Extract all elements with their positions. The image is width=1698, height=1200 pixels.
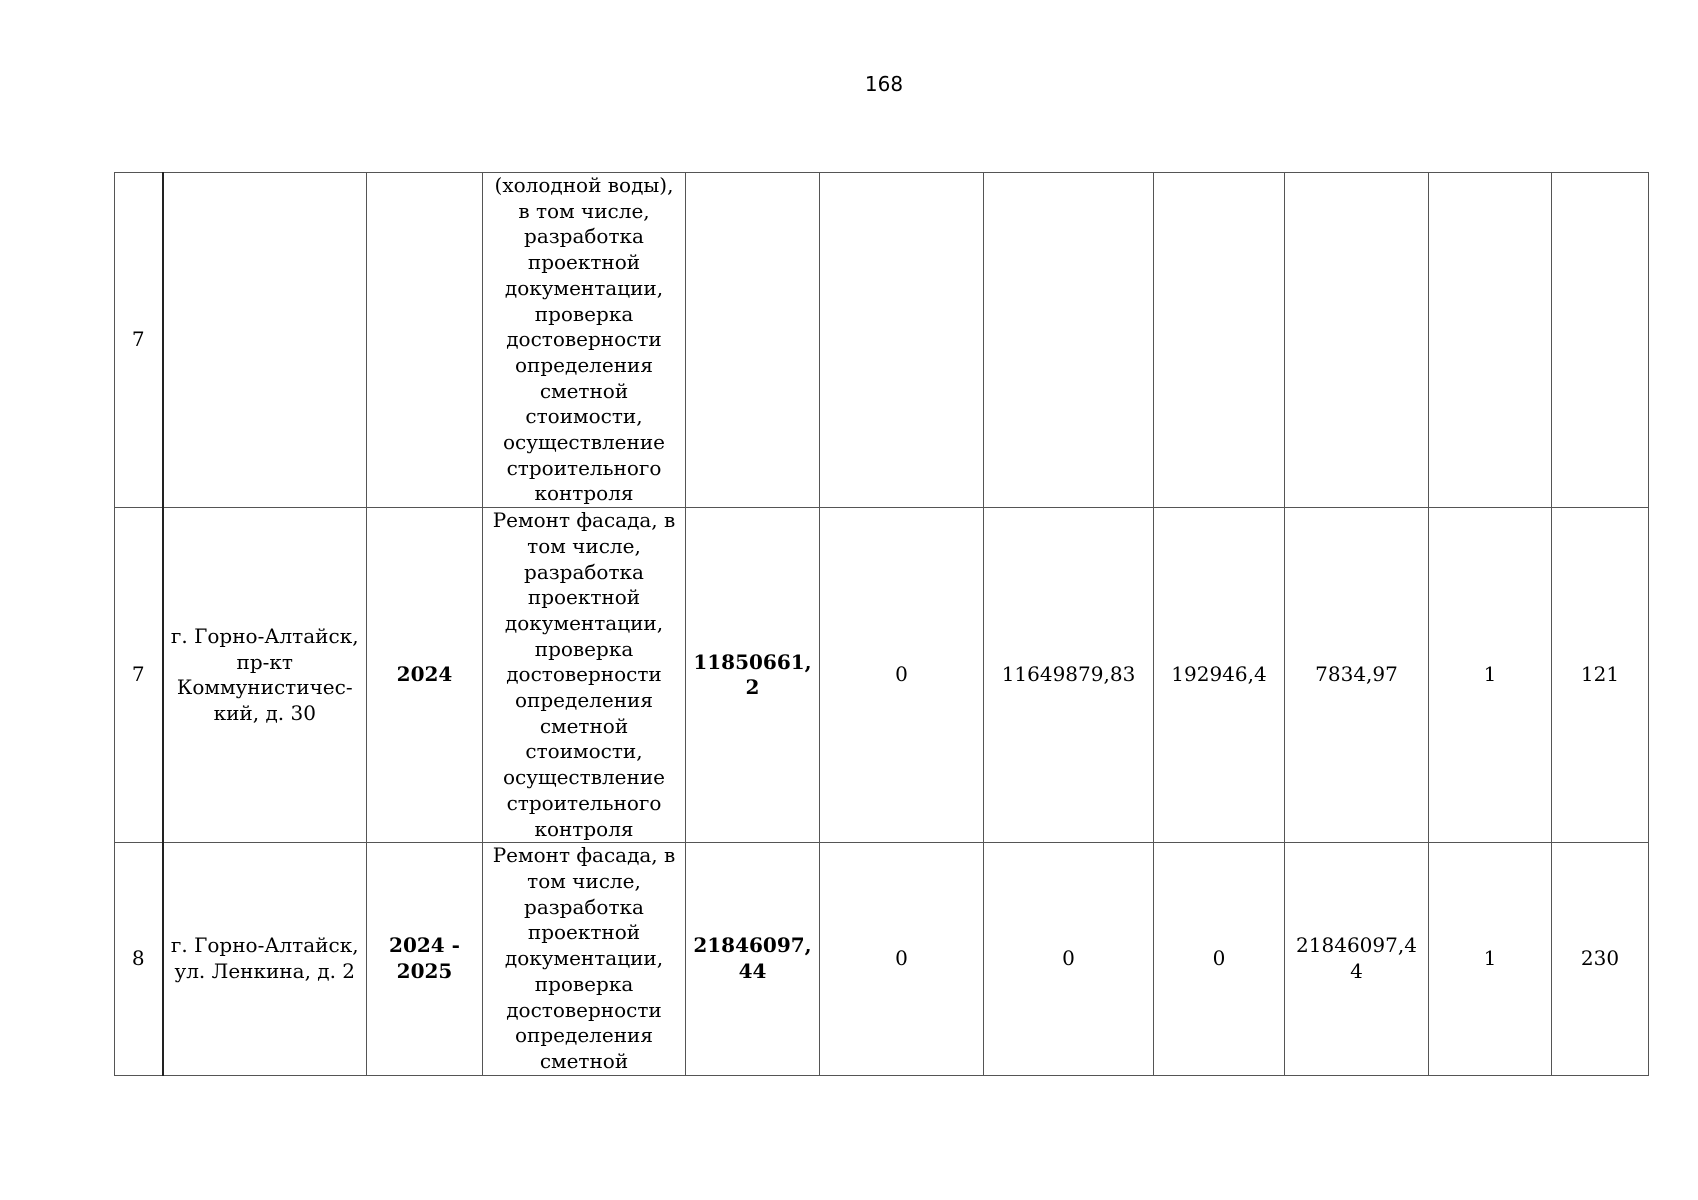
value-cell: 192946,4 bbox=[1154, 508, 1285, 843]
value-cell: 1 bbox=[1429, 843, 1552, 1075]
value-cell: 0 bbox=[984, 843, 1154, 1075]
value-cell: 0 bbox=[820, 508, 984, 843]
value-cell bbox=[1552, 173, 1649, 508]
repair-table bbox=[114, 172, 1649, 1076]
value-cell bbox=[984, 173, 1154, 508]
value-cell bbox=[1429, 173, 1552, 508]
period-cell bbox=[367, 173, 483, 508]
value-cell: 0 bbox=[1154, 843, 1285, 1075]
description-cell: (холодной воды), в том числе, разработка проектной документации, проверка достоверности определения сметной стоимости, осуществление строительного контроля bbox=[483, 173, 686, 508]
description-cell: Ремонт фасада, в том числе, разработка проектной документации, проверка достоверности определения сметной стоимости, осуществление строительного контроля bbox=[483, 508, 686, 843]
total-cost-cell: 21846097,44 bbox=[686, 843, 820, 1075]
value-cell: 21846097,44 bbox=[1285, 843, 1429, 1075]
value-cell bbox=[1285, 173, 1429, 508]
total-cost-cell bbox=[686, 173, 820, 508]
value-cell: 230 bbox=[1552, 843, 1649, 1075]
address-cell bbox=[163, 173, 367, 508]
address-cell: г. Горно-Алтайск, ул. Ленкина, д. 2 bbox=[163, 843, 367, 1075]
table-row bbox=[115, 508, 1649, 843]
page-number: 168 bbox=[864, 72, 904, 96]
address-cell: г. Горно-Алтайск, пр-кт Коммунистичес-кий, д. 30 bbox=[163, 508, 367, 843]
value-cell: 0 bbox=[820, 843, 984, 1075]
value-cell: 11649879,83 bbox=[984, 508, 1154, 843]
row-number: 8 bbox=[115, 843, 163, 1075]
row-number: 7 bbox=[115, 508, 163, 843]
table-row bbox=[115, 173, 1649, 508]
value-cell: 7834,97 bbox=[1285, 508, 1429, 843]
period-cell: 2024 bbox=[367, 508, 483, 843]
value-cell bbox=[1154, 173, 1285, 508]
row-number: 7 bbox=[115, 173, 163, 508]
total-cost-cell: 11850661,2 bbox=[686, 508, 820, 843]
value-cell: 1 bbox=[1429, 508, 1552, 843]
table-row bbox=[115, 843, 1649, 1075]
value-cell: 121 bbox=[1552, 508, 1649, 843]
description-cell: Ремонт фасада, в том числе, разработка проектной документации, проверка достоверности определения сметной bbox=[483, 843, 686, 1075]
period-cell: 2024 - 2025 bbox=[367, 843, 483, 1075]
value-cell bbox=[820, 173, 984, 508]
